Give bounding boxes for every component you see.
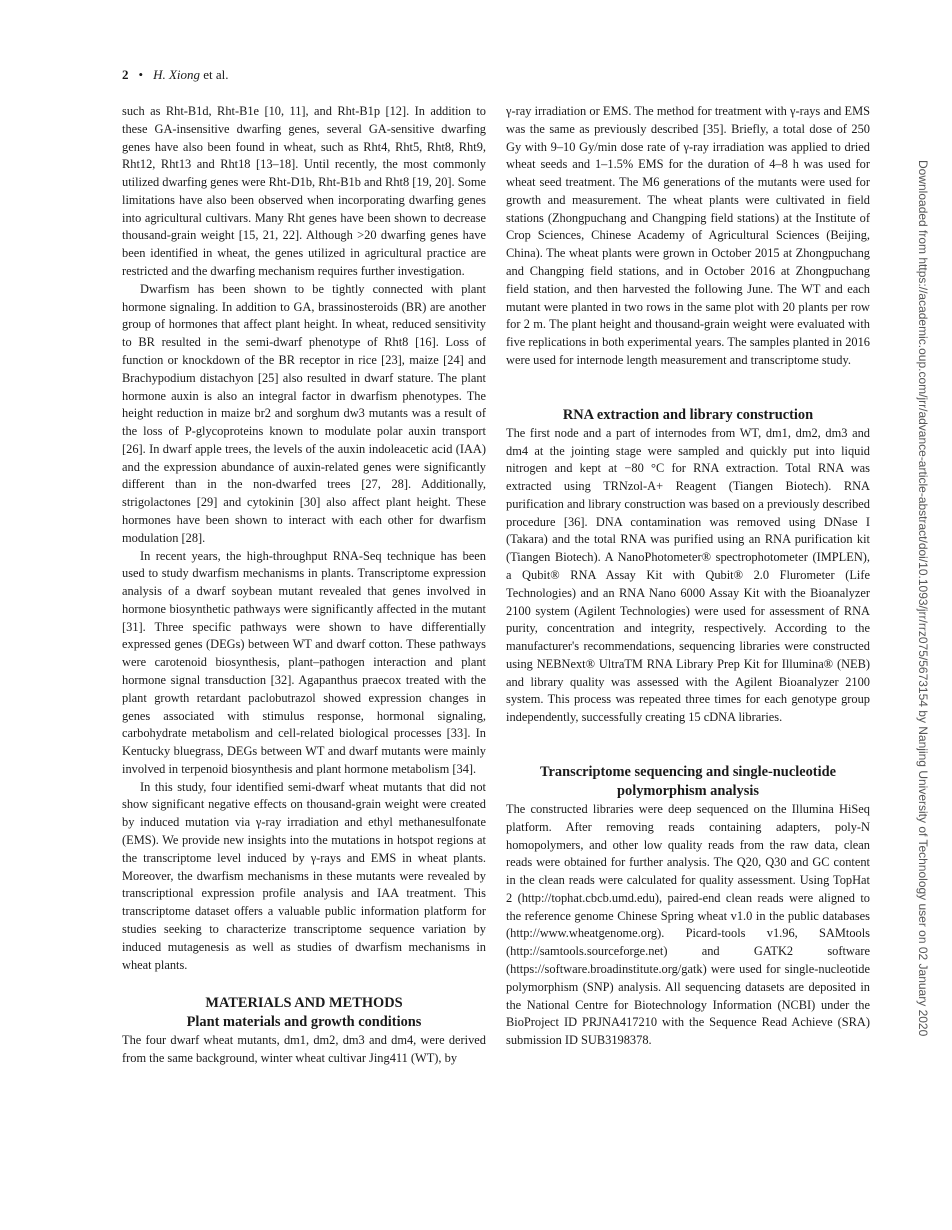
running-header bbox=[122, 66, 229, 84]
left-paragraph-2: Dwarfism has been shown to be tightly connected with plant hormone signaling. In addition to GA, brassinosteroids (BR) are another group of hormones that affect plant height. In wheat, reduced sensitivity to BR resulted in the semi-dwarf phenotype of Rht8 [16]. Loss of function or knockdown of the BR receptor in rice [23], maize [24] and Brachypodium distachyon [25] also resulted in dwarf stature. The plant hormone auxin is also an integral factor in dwarfism phenotypes. The height reduction in maize br2 and sorghum dw3 mutants was a result of the loss of P-glycoproteins known to modulate polar auxin transport [26]. In dwarf apple trees, the levels of the auxin indoleacetic acid (IAA) and the expression abundance of auxin-related genes were significantly different than in the non-dwarfed trees [27, 28]. Additionally, strigolactones [29] and cytokinin [30] also affect plant height. These hormones have been shown to interact with each other for dwarfism modulation [28]. bbox=[122, 281, 486, 545]
subsection-heading-rna-extraction: RNA extraction and library construction bbox=[562, 406, 814, 423]
section-heading-materials-methods: MATERIALS AND METHODS bbox=[205, 995, 403, 1012]
right-paragraph-3: The constructed libraries were deep sequenced on the Illumina HiSeq platform. After removing reads containing adapters, poly-N homopolymers, and other low quality reads from the raw data, clean reads were obtained for further analysis. The Q20, Q30 and GC content in the clean reads were calculated for quality assessment. Using TopHat 2 (http://tophat.cbcb.umd.edu), paired-end clean reads were aligned to the reference genome Chinese Spring wheat v1.0 in the public databases (http://www.wheatgenome.org). Picard-tools v1.96, SAMtools (http://samtools.sourceforge.net) and GATK2 software (https://software.broadinstitute.org/gatk) were used for single-nucleotide polymorphism (SNP) analysis. All sequencing datasets are deposited in the National Centre for Biotechnology Information (NCBI) under the BioProject ID PRJNA417210 with the Sequence Read Achieve (SRA) submission ID SUB3198378. bbox=[506, 802, 870, 1048]
subsection-heading-transcriptome-sequencing: Transcriptome sequencing and single-nucleotide polymorphism analysis bbox=[540, 764, 836, 799]
header-author: H. Xiong bbox=[153, 67, 201, 82]
page-number: 2 bbox=[122, 67, 129, 82]
right-paragraph-2: The first node and a part of internodes from WT, dm1, dm2, dm3 and dm4 at the jointing stage were sampled and quickly put into liquid nitrogen and kept at −80 °C for RNA extraction. Total RNA was extracted using TRNzol-A+ Reagent (Tiangen Biotech). RNA purification and library construction was based on a previously described procedure [36]. DNA contamination was removed using DNase I (Takara) and the total RNA was purified using an RNA purification kit (Tiangen Biotech). A NanoPhotometer® spectrophotometer (IMPLEN), a Qubit® RNA Assay Kit with Qubit® 2.0 Flurometer (Life Technologies) and an RNA Nano 6000 Assay Kit with the Bioanalyzer 2100 system (Agilent Technologies) were used for assessment of RNA purity, concentration and integrity, respectively. According to the manufacturer's recommendations, sequencing libraries were constructed using NEBNext® UltraTM RNA Library Prep Kit for Illumina® (NEB) and library quality was assessed with the Agilent Bioanalyzer 2100 system. This process was repeated three times for each genotype group independently, successfully creating 15 cDNA libraries. bbox=[506, 425, 870, 725]
left-column bbox=[122, 103, 486, 1068]
right-paragraph-1: γ-ray irradiation or EMS. The method for treatment with γ-rays and EMS was the same as previously described [35]. Briefly, a total dose of 250 Gy with 9–10 Gy/min dose rate of γ-ray irradiation was applied to dried wheat seeds and 1–1.5% EMS for the duration of 4–8 h was used for wheat seed treatment. The M6 generations of the mutants were used for growth and measurement. The wheat plants were cultivated in field stations (Zhongpuchang and Changping field stations) at the Institute of Crop Sciences, Chinese Academy of Agricultural Sciences (Beijing, China). The wheat plants were grown in October 2015 at Zhongpuchang and Changping field stations, and in October 2016 at Zhongpuchang field station, and then harvested the following June. The WT and each mutant were planted in two rows in the same plot with 20 plants per row for 2 m. The plant height and thousand-grain weight were evaluated with five replications in both experimental years. The samples planted in 2016 were used for internode length measurement and transcriptome study. bbox=[506, 104, 870, 367]
left-paragraph-1: such as Rht-B1d, Rht-B1e [10, 11], and Rht-B1p [12]. In addition to these GA-insensitive dwarfing genes, several GA-sensitive dwarfing genes have also been found in wheat, such as Rht4, Rht5, Rht8, Rht9, Rht12, Rht13 and Rht18 [13–18]. Until recently, the most commonly utilized dwarfing genes were Rht-D1b, Rht-B1b and Rht8 [19, 20]. Some limitations have also been observed when incorporating dwarfing genes into agricultural cultivars. Many Rht genes have been shown to decrease thousand-grain weight [15, 21, 22]. Although >20 dwarfing genes have been identified in wheat, the genes utilized in agricultural practice are restricted and the dwarfing mechanism requires further investigation. bbox=[122, 104, 486, 279]
subsection-heading-plant-materials: Plant materials and growth conditions bbox=[186, 1014, 422, 1031]
right-column bbox=[506, 103, 870, 1050]
download-watermark: Downloaded from https://academic.oup.com/jrr/advance-article-abstract/doi/10.1093/jrr/rrz075/5673154 by Nanjing University of Technology user on 02 January 2020 bbox=[916, 160, 930, 1037]
header-etal: et al. bbox=[203, 67, 229, 82]
header-bullet: • bbox=[138, 67, 144, 82]
left-paragraph-3: In recent years, the high-throughput RNA-Seq technique has been used to study dwarfism mechanisms in plants. Transcriptome expression analysis of a dwarf soybean mutant revealed that genes involved in hormone biosynthetic pathways were significantly affected in the mutant [31]. Three specific pathways were shown to have differentially expressed genes (DEGs) between WT and dwarf cotton. These pathways were carotenoid biosynthesis, plant–pathogen interaction and plant hormone signal transduction [32]. Agapanthus praecox treated with the plant growth retardant paclobutrazol showed expression changes in genes associated with stimulus response, hormonal signaling, carbohydrate metabolism and cell-related biological processes [33]. In Kentucky bluegrass, DEGs between WT and dwarf mutants were mainly involved in terpenoid biosynthesis and plant hormone metabolism [34]. bbox=[122, 548, 486, 776]
left-paragraph-4: In this study, four identified semi-dwarf wheat mutants that did not show significant negative effects on thousand-grain weight were created by induced mutation via γ-ray irradiation and ethyl methanesulfonate (EMS). We provide new insights into the mutations in hotspot regions at the transcriptome level induced by γ-rays and EMS in wheat plants. Moreover, the dwarfism mechanisms in these mutants were revealed by transcriptional expression profile analysis and IAA treatment. This transcriptome dataset offers a valuable public information platform for studies seeking to characterize transcriptome sequence variation by induced mutagenesis as well as studies of dwarfism mechanisms in wheat plants. bbox=[122, 779, 486, 972]
left-paragraph-5: The four dwarf wheat mutants, dm1, dm2, dm3 and dm4, were derived from the same background, winter wheat cultivar Jing411 (WT), by bbox=[122, 1033, 486, 1066]
